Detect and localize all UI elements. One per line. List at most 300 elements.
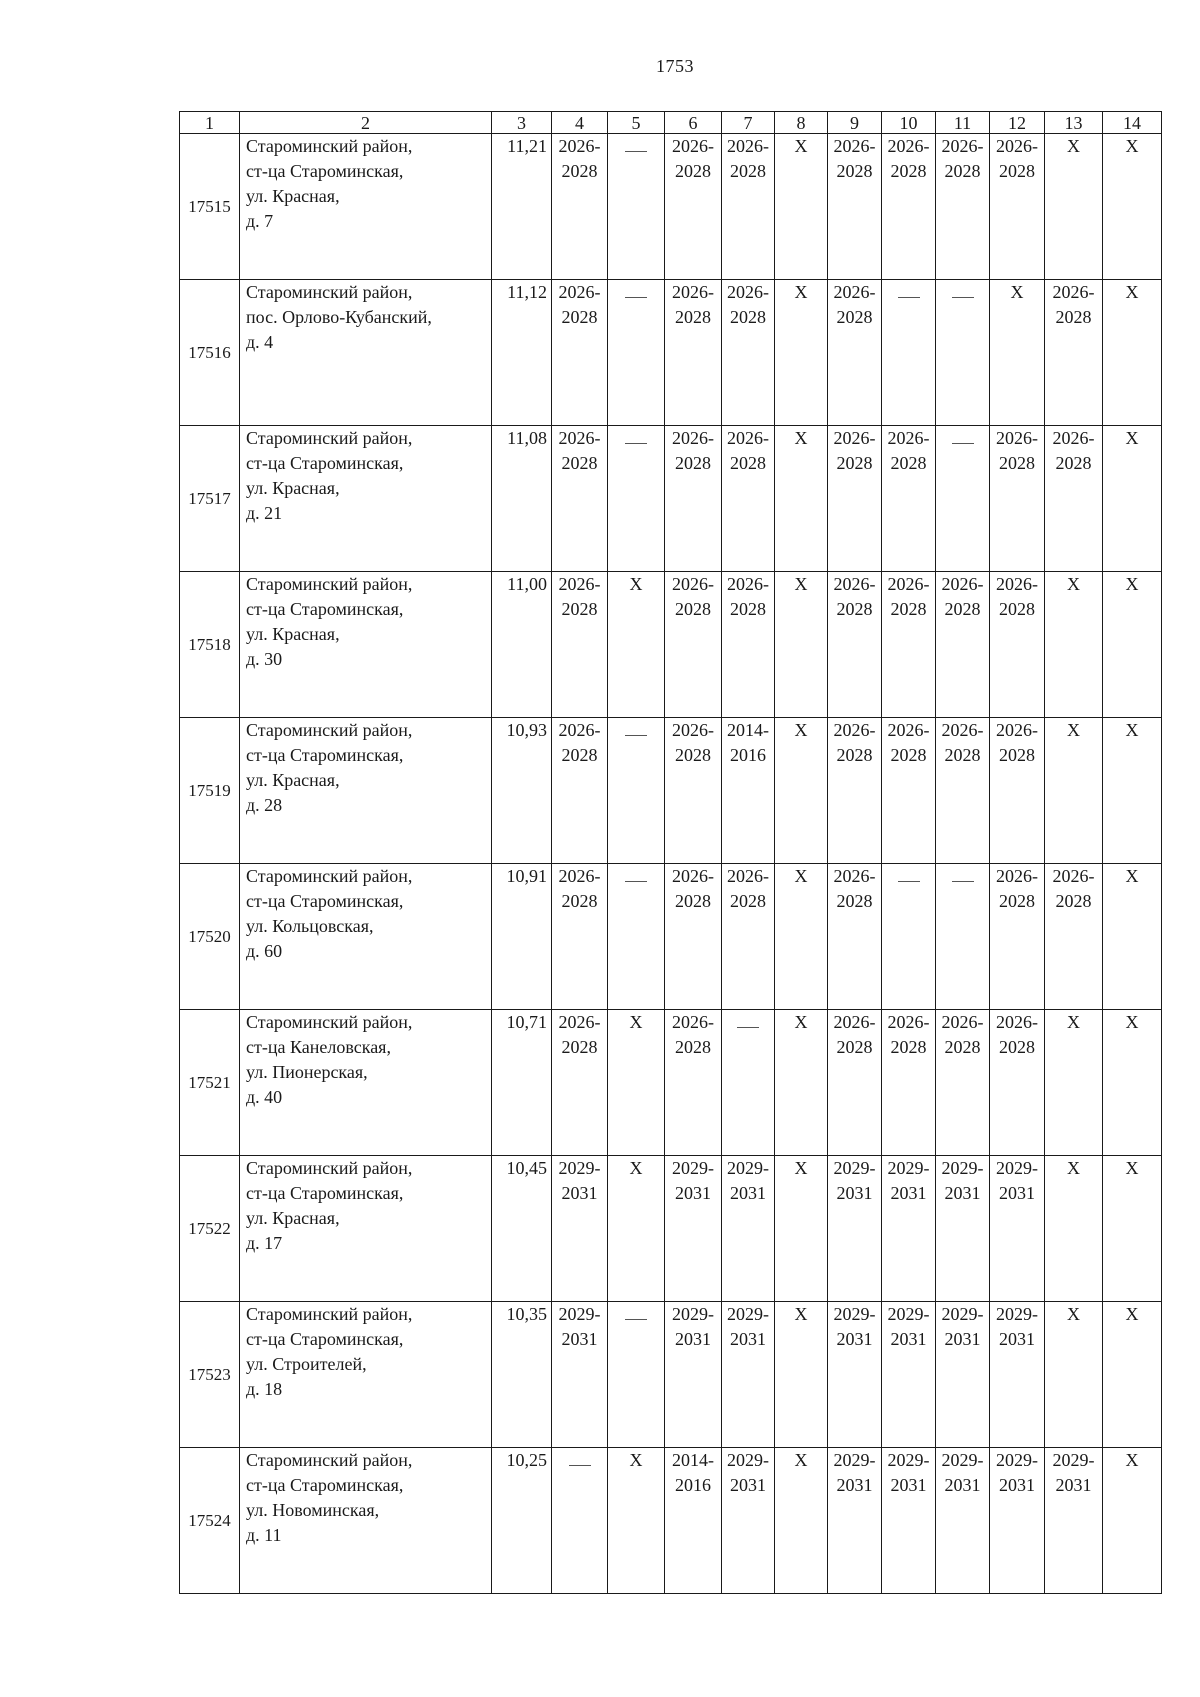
period-value: 2026- [558, 1012, 601, 1032]
period-cell-col-13 [1045, 134, 1103, 280]
address-cell [240, 134, 492, 280]
period-cell-col-11 [936, 1448, 990, 1594]
period-value: 2028 [1055, 307, 1092, 327]
address-line: д. 11 [246, 1525, 282, 1545]
address-cell [240, 1448, 492, 1594]
table-row [180, 1010, 1162, 1156]
period-value: 2026- [558, 428, 601, 448]
period-cell-col-5 [608, 426, 665, 572]
period-cell-col-11 [936, 864, 990, 1010]
period-value: 2028 [836, 1037, 873, 1057]
dash-mark [898, 881, 920, 882]
x-mark: X [1125, 1158, 1139, 1178]
x-mark: X [1010, 282, 1024, 302]
area-cell: 10,71 [492, 1010, 552, 1156]
period-cell-col-6 [665, 1302, 722, 1448]
period-value: 2026- [672, 136, 714, 156]
period-value: 2029- [887, 1304, 930, 1324]
period-value: 2029- [941, 1450, 984, 1470]
table-row [180, 1156, 1162, 1302]
period-cell-col-7 [722, 1010, 775, 1156]
address-line: ул. Красная, [246, 624, 340, 644]
period-value: 2026- [941, 574, 984, 594]
dash-mark [625, 881, 647, 882]
period-cell-col-4 [552, 864, 608, 1010]
x-mark: X [1067, 1158, 1080, 1178]
period-value: 2026- [887, 574, 930, 594]
period-value: 2028 [561, 1037, 598, 1057]
period-value: 2031 [999, 1475, 1035, 1495]
period-cell-col-9 [828, 426, 882, 572]
period-value: 2026- [887, 428, 930, 448]
address-line: д. 21 [246, 503, 283, 523]
address-line: д. 28 [246, 795, 283, 815]
period-value: 2029- [941, 1304, 984, 1324]
x-mark: X [794, 1012, 808, 1032]
column-header-5: 5 [608, 112, 665, 134]
x-mark: X [1067, 136, 1080, 156]
address-line: ул. Строителей, [246, 1354, 367, 1374]
period-cell-col-13 [1045, 1448, 1103, 1594]
address-line: ст-ца Староминская, [246, 1475, 404, 1495]
period-value: 2028 [1055, 453, 1092, 473]
period-value: 2028 [675, 891, 711, 911]
x-mark: X [794, 866, 808, 886]
period-cell-col-4 [552, 718, 608, 864]
period-value: 2029- [558, 1158, 601, 1178]
period-cell-col-9 [828, 1010, 882, 1156]
x-mark: X [629, 1012, 643, 1032]
dash-mark [625, 1319, 647, 1320]
period-value: 2014- [727, 720, 769, 740]
address-line: ул. Красная, [246, 1208, 340, 1228]
period-cell-col-4 [552, 1302, 608, 1448]
x-mark: X [1125, 720, 1139, 740]
address-line: Староминский район, [246, 1450, 413, 1470]
period-value: 2028 [561, 453, 598, 473]
period-value: 2026- [672, 1012, 714, 1032]
table-row [180, 280, 1162, 426]
period-value: 2031 [944, 1183, 981, 1203]
period-value: 2026- [833, 866, 876, 886]
period-value: 2016 [730, 745, 766, 765]
period-value: 2026- [558, 720, 601, 740]
period-cell-col-14 [1103, 864, 1162, 1010]
address-cell [240, 572, 492, 718]
period-cell-col-10 [882, 572, 936, 718]
period-value: 2028 [944, 745, 981, 765]
period-cell-col-9 [828, 864, 882, 1010]
period-value: 2031 [675, 1183, 711, 1203]
period-cell-col-8 [775, 1010, 828, 1156]
period-value: 2026- [887, 1012, 930, 1032]
address-line: ул. Красная, [246, 770, 340, 790]
period-value: 2028 [944, 161, 981, 181]
period-value: 2029- [996, 1450, 1038, 1470]
period-value: 2031 [944, 1329, 981, 1349]
x-mark: X [629, 1158, 643, 1178]
period-value: 2026- [996, 866, 1038, 886]
period-value: 2029- [996, 1304, 1038, 1324]
period-cell-col-12 [990, 1448, 1045, 1594]
period-value: 2026- [996, 1012, 1038, 1032]
period-value: 2028 [730, 891, 766, 911]
period-cell-col-6 [665, 572, 722, 718]
period-value: 2026- [1052, 428, 1095, 448]
x-mark: X [794, 282, 808, 302]
period-cell-col-4 [552, 134, 608, 280]
address-line: д. 60 [246, 941, 283, 961]
period-value: 2028 [675, 1037, 711, 1057]
period-value: 2026- [833, 282, 876, 302]
column-header-13: 13 [1045, 112, 1103, 134]
period-value: 2028 [675, 745, 711, 765]
period-value: 2026- [941, 1012, 984, 1032]
period-value: 2028 [999, 1037, 1035, 1057]
period-cell-col-12 [990, 864, 1045, 1010]
address-line: ул. Пионерская, [246, 1062, 368, 1082]
row-number: 17520 [180, 864, 240, 1010]
period-cell-col-13 [1045, 864, 1103, 1010]
table-row [180, 718, 1162, 864]
area-cell: 11,08 [492, 426, 552, 572]
period-cell-col-12 [990, 280, 1045, 426]
period-cell-col-7 [722, 718, 775, 864]
period-cell-col-9 [828, 134, 882, 280]
period-value: 2028 [890, 1037, 927, 1057]
period-value: 2028 [730, 599, 766, 619]
table-row [180, 864, 1162, 1010]
dash-mark [569, 1465, 591, 1466]
period-value: 2031 [836, 1475, 873, 1495]
address-line: Староминский район, [246, 282, 413, 302]
period-cell-col-6 [665, 1448, 722, 1594]
period-cell-col-9 [828, 572, 882, 718]
column-header-1: 1 [180, 112, 240, 134]
period-cell-col-10 [882, 1302, 936, 1448]
row-number: 17515 [180, 134, 240, 280]
x-mark: X [1125, 136, 1139, 156]
address-line: ст-ца Староминская, [246, 453, 404, 473]
address-line: Староминский район, [246, 866, 413, 886]
address-cell [240, 1010, 492, 1156]
row-number: 17518 [180, 572, 240, 718]
table-row [180, 134, 1162, 280]
period-value: 2028 [730, 161, 766, 181]
period-value: 2029- [672, 1158, 714, 1178]
table-row [180, 426, 1162, 572]
period-value: 2028 [1055, 891, 1092, 911]
period-value: 2029- [727, 1158, 769, 1178]
period-cell-col-4 [552, 1156, 608, 1302]
period-cell-col-10 [882, 864, 936, 1010]
dash-mark [625, 443, 647, 444]
period-cell-col-5 [608, 1156, 665, 1302]
period-cell-col-7 [722, 280, 775, 426]
period-value: 2031 [999, 1329, 1035, 1349]
area-cell: 10,93 [492, 718, 552, 864]
address-line: Староминский район, [246, 428, 413, 448]
address-line: ул. Красная, [246, 186, 340, 206]
period-value: 2028 [675, 599, 711, 619]
period-cell-col-6 [665, 134, 722, 280]
x-mark: X [1125, 282, 1139, 302]
period-value: 2031 [944, 1475, 981, 1495]
period-value: 2029- [558, 1304, 601, 1324]
period-cell-col-5 [608, 718, 665, 864]
period-value: 2026- [727, 574, 769, 594]
period-value: 2026- [558, 282, 601, 302]
x-mark: X [1125, 1012, 1139, 1032]
period-cell-col-9 [828, 1448, 882, 1594]
period-cell-col-14 [1103, 134, 1162, 280]
period-value: 2028 [999, 453, 1035, 473]
address-line: Староминский район, [246, 1012, 413, 1032]
area-cell: 10,91 [492, 864, 552, 1010]
period-cell-col-7 [722, 1156, 775, 1302]
period-cell-col-12 [990, 426, 1045, 572]
period-value: 2031 [1055, 1475, 1092, 1495]
x-mark: X [1067, 574, 1080, 594]
period-cell-col-9 [828, 1156, 882, 1302]
period-value: 2028 [890, 745, 927, 765]
period-value: 2031 [675, 1329, 711, 1349]
period-value: 2026- [727, 428, 769, 448]
area-cell: 11,12 [492, 280, 552, 426]
dash-mark [952, 297, 974, 298]
period-value: 2028 [561, 599, 598, 619]
address-line: Староминский район, [246, 574, 413, 594]
address-cell [240, 1302, 492, 1448]
dash-mark [625, 735, 647, 736]
period-value: 2026- [996, 136, 1038, 156]
period-value: 2028 [836, 599, 873, 619]
area-cell: 10,25 [492, 1448, 552, 1594]
period-cell-col-11 [936, 280, 990, 426]
period-cell-col-14 [1103, 1302, 1162, 1448]
period-value: 2026- [941, 136, 984, 156]
period-cell-col-10 [882, 718, 936, 864]
period-cell-col-13 [1045, 1302, 1103, 1448]
period-cell-col-4 [552, 1448, 608, 1594]
period-value: 2026- [672, 866, 714, 886]
address-line: д. 7 [246, 211, 274, 231]
period-value: 2029- [941, 1158, 984, 1178]
period-cell-col-13 [1045, 718, 1103, 864]
period-cell-col-6 [665, 426, 722, 572]
period-value: 2028 [836, 453, 873, 473]
period-cell-col-10 [882, 1010, 936, 1156]
row-number: 17517 [180, 426, 240, 572]
period-cell-col-6 [665, 280, 722, 426]
period-value: 2026- [833, 574, 876, 594]
period-cell-col-12 [990, 1156, 1045, 1302]
period-value: 2028 [675, 307, 711, 327]
period-value: 2026- [996, 574, 1038, 594]
dash-mark [625, 151, 647, 152]
period-cell-col-5 [608, 1448, 665, 1594]
period-cell-col-9 [828, 280, 882, 426]
address-line: Староминский район, [246, 136, 413, 156]
period-value: 2029- [996, 1158, 1038, 1178]
period-cell-col-13 [1045, 426, 1103, 572]
period-cell-col-8 [775, 134, 828, 280]
address-line: д. 17 [246, 1233, 283, 1253]
period-value: 2028 [730, 307, 766, 327]
period-value: 2028 [999, 891, 1035, 911]
period-cell-col-5 [608, 1010, 665, 1156]
x-mark: X [794, 136, 808, 156]
table-row [180, 572, 1162, 718]
period-cell-col-11 [936, 572, 990, 718]
period-value: 2031 [999, 1183, 1035, 1203]
period-value: 2029- [887, 1158, 930, 1178]
period-value: 2026- [672, 574, 714, 594]
address-line: Староминский район, [246, 1158, 413, 1178]
row-number: 17516 [180, 280, 240, 426]
address-line: ул. Красная, [246, 478, 340, 498]
period-cell-col-4 [552, 426, 608, 572]
period-value: 2029- [833, 1304, 876, 1324]
housing-register-table [179, 111, 1162, 1594]
column-header-3: 3 [492, 112, 552, 134]
period-cell-col-13 [1045, 1156, 1103, 1302]
period-cell-col-8 [775, 864, 828, 1010]
dash-mark [952, 443, 974, 444]
period-cell-col-6 [665, 1010, 722, 1156]
period-value: 2029- [1052, 1450, 1095, 1470]
x-mark: X [1125, 1304, 1139, 1324]
row-number: 17523 [180, 1302, 240, 1448]
column-header-2: 2 [240, 112, 492, 134]
period-cell-col-11 [936, 426, 990, 572]
x-mark: X [794, 574, 808, 594]
address-line: д. 30 [246, 649, 283, 669]
period-value: 2026- [887, 136, 930, 156]
column-header-8: 8 [775, 112, 828, 134]
x-mark: X [1067, 1012, 1080, 1032]
period-cell-col-5 [608, 864, 665, 1010]
period-cell-col-8 [775, 1448, 828, 1594]
period-value: 2026- [727, 282, 769, 302]
period-cell-col-11 [936, 1156, 990, 1302]
period-cell-col-12 [990, 1010, 1045, 1156]
x-mark: X [1125, 574, 1139, 594]
column-header-7: 7 [722, 112, 775, 134]
period-cell-col-14 [1103, 1448, 1162, 1594]
table-body [180, 134, 1162, 1594]
x-mark: X [1125, 1450, 1139, 1470]
period-value: 2014- [672, 1450, 714, 1470]
period-cell-col-8 [775, 426, 828, 572]
period-cell-col-11 [936, 1302, 990, 1448]
period-value: 2028 [944, 1037, 981, 1057]
period-value: 2031 [730, 1329, 766, 1349]
period-value: 2031 [890, 1329, 927, 1349]
period-cell-col-10 [882, 1448, 936, 1594]
period-value: 2026- [558, 866, 601, 886]
period-cell-col-4 [552, 572, 608, 718]
column-header-14: 14 [1103, 112, 1162, 134]
x-mark: X [794, 720, 808, 740]
period-cell-col-14 [1103, 280, 1162, 426]
row-number: 17522 [180, 1156, 240, 1302]
period-cell-col-7 [722, 134, 775, 280]
address-line: ст-ца Староминская, [246, 745, 404, 765]
period-value: 2026- [1052, 866, 1095, 886]
column-header-9: 9 [828, 112, 882, 134]
address-cell [240, 426, 492, 572]
period-cell-col-14 [1103, 718, 1162, 864]
period-cell-col-5 [608, 1302, 665, 1448]
period-value: 2028 [999, 745, 1035, 765]
period-cell-col-10 [882, 134, 936, 280]
x-mark: X [794, 1450, 808, 1470]
period-value: 2029- [727, 1304, 769, 1324]
period-value: 2028 [890, 161, 927, 181]
x-mark: X [629, 1450, 643, 1470]
period-cell-col-11 [936, 718, 990, 864]
period-value: 2029- [833, 1158, 876, 1178]
period-value: 2016 [675, 1475, 711, 1495]
address-line: ст-ца Староминская, [246, 1183, 404, 1203]
column-header-4: 4 [552, 112, 608, 134]
dash-mark [737, 1027, 759, 1028]
period-cell-col-8 [775, 718, 828, 864]
area-cell: 10,45 [492, 1156, 552, 1302]
period-cell-col-8 [775, 572, 828, 718]
period-value: 2026- [727, 866, 769, 886]
period-value: 2029- [833, 1450, 876, 1470]
period-cell-col-7 [722, 426, 775, 572]
period-value: 2029- [887, 1450, 930, 1470]
column-header-11: 11 [936, 112, 990, 134]
dash-mark [952, 881, 974, 882]
period-value: 2031 [836, 1329, 873, 1349]
period-cell-col-5 [608, 280, 665, 426]
address-cell [240, 1156, 492, 1302]
column-header-12: 12 [990, 112, 1045, 134]
page-number: 1753 [656, 56, 694, 76]
period-value: 2028 [675, 453, 711, 473]
period-cell-col-4 [552, 1010, 608, 1156]
period-cell-col-6 [665, 718, 722, 864]
period-value: 2026- [672, 428, 714, 448]
period-cell-col-13 [1045, 1010, 1103, 1156]
period-value: 2026- [672, 282, 714, 302]
table-row [180, 1302, 1162, 1448]
x-mark: X [1125, 866, 1139, 886]
x-mark: X [794, 1158, 808, 1178]
period-cell-col-7 [722, 1448, 775, 1594]
period-cell-col-9 [828, 1302, 882, 1448]
row-number: 17524 [180, 1448, 240, 1594]
period-cell-col-8 [775, 1302, 828, 1448]
column-header-10: 10 [882, 112, 936, 134]
address-cell [240, 280, 492, 426]
period-value: 2026- [887, 720, 930, 740]
address-line: д. 40 [246, 1087, 283, 1107]
address-line: ст-ца Староминская, [246, 161, 404, 181]
x-mark: X [794, 1304, 808, 1324]
address-line: ст-ца Староминская, [246, 1329, 404, 1349]
period-value: 2026- [1052, 282, 1095, 302]
address-line: пос. Орлово-Кубанский, [246, 307, 432, 327]
period-cell-col-7 [722, 572, 775, 718]
period-value: 2031 [561, 1329, 598, 1349]
address-line: ул. Новоминская, [246, 1500, 380, 1520]
period-cell-col-10 [882, 1156, 936, 1302]
